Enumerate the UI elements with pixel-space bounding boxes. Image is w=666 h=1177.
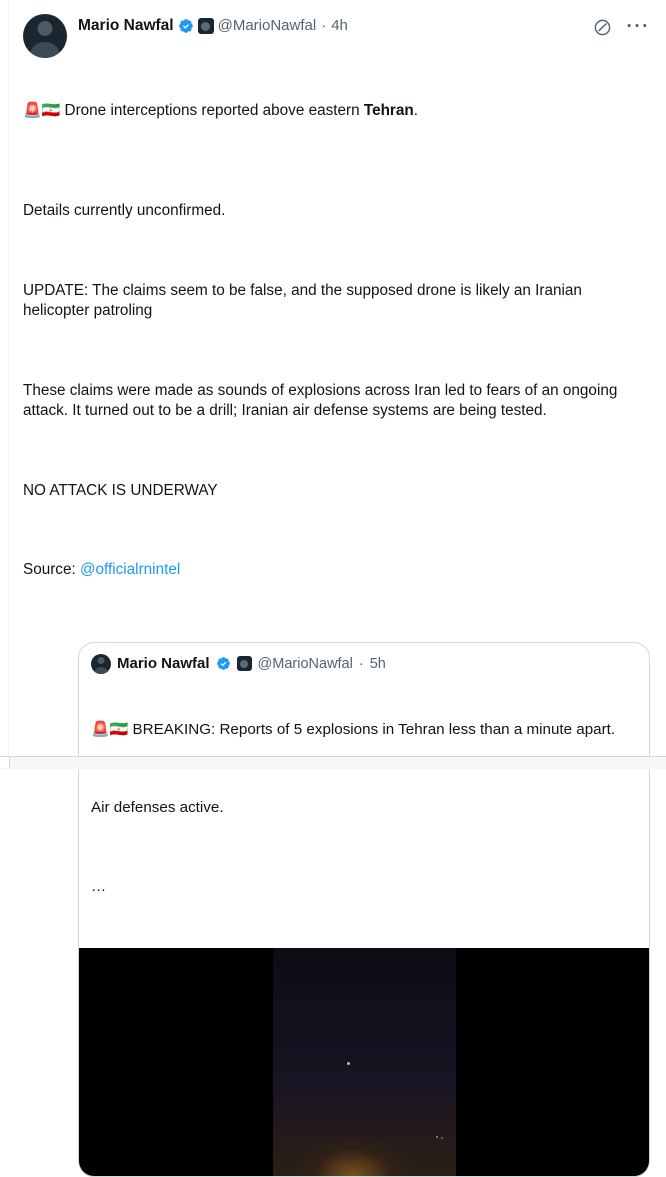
quoted-verified-badge-icon — [216, 656, 231, 671]
quoted-paragraph-2: Air defenses active. — [91, 798, 637, 819]
quoted-paragraph-1 — [91, 720, 637, 741]
tweet-paragraph-3: UPDATE: The claims seem to be false, and the supposed drone is likely an Iranian helicopter patroling — [23, 281, 650, 322]
quoted-ellipsis: … — [91, 877, 637, 898]
tweet-header — [23, 14, 650, 58]
verified-badge-icon — [178, 18, 194, 34]
media-light-point — [347, 1062, 350, 1065]
author-handle[interactable]: @MarioNawfal — [218, 16, 317, 36]
bottom-status-strip — [0, 756, 666, 769]
source-mention-link[interactable]: @officialrnintel — [80, 561, 180, 578]
bottom-strip-corner — [0, 757, 10, 768]
more-options-icon[interactable]: ··· — [627, 21, 650, 33]
quoted-alert-iran-emoji: 🚨🇮🇷 — [91, 721, 133, 738]
tweet-paragraph-4: These claims were made as sounds of explosions across Iran led to fears of an ongoing attack. It turned out to be a drill; Iranian air defense systems are being tested. — [23, 381, 650, 422]
quoted-line1-text: BREAKING: Reports of 5 explosions in Tehran less than a minute apart. — [133, 721, 616, 738]
quoted-affiliate-badge-inner — [240, 660, 248, 668]
tweet-timestamp[interactable]: 4h — [331, 16, 348, 36]
tweet-article[interactable] — [9, 0, 666, 1177]
tweet-line1-text: Drone interceptions reported above eastern — [65, 102, 364, 119]
tweet-source-line — [23, 560, 650, 581]
affiliate-badge-icon[interactable] — [198, 18, 214, 34]
quoted-avatar-body-shape — [94, 667, 108, 674]
tweet-paragraph-5: NO ATTACK IS UNDERWAY — [23, 481, 650, 502]
avatar[interactable] — [23, 14, 67, 58]
media-light-glow — [293, 1134, 413, 1176]
left-gutter — [0, 0, 9, 769]
quoted-tweet-timestamp[interactable]: 5h — [370, 656, 386, 672]
quoted-author-display-name[interactable]: Mario Nawfal — [117, 655, 210, 672]
author-separator: · — [320, 16, 327, 36]
media-light-point — [436, 1136, 438, 1138]
author-display-name[interactable]: Mario Nawfal — [78, 16, 174, 36]
grok-analyze-icon[interactable] — [593, 17, 613, 37]
media-light-point — [441, 1137, 443, 1139]
alert-iran-emoji: 🚨🇮🇷 — [23, 102, 65, 119]
tweet-text — [23, 60, 650, 622]
tweet-line1-bold: Tehran — [364, 102, 414, 119]
tweet-paragraph-1 — [23, 101, 650, 122]
quoted-tweet-media[interactable] — [79, 948, 649, 1176]
tweet-author-block — [78, 14, 650, 37]
quoted-tweet-body — [79, 643, 649, 949]
avatar-body-shape — [30, 42, 60, 58]
quoted-author-handle[interactable]: @MarioNawfal — [258, 656, 353, 672]
author-name-row — [78, 15, 650, 37]
quoted-author-row — [91, 654, 637, 674]
quoted-tweet-text — [91, 679, 637, 939]
source-label: Source: — [23, 561, 80, 578]
tweet-paragraph-2: Details currently unconfirmed. — [23, 201, 650, 222]
quoted-avatar-head-shape — [98, 657, 105, 664]
tweet-line1-tail: . — [414, 102, 418, 119]
quoted-author-separator: · — [359, 656, 364, 672]
avatar-head-shape — [38, 21, 53, 36]
quoted-avatar[interactable] — [91, 654, 111, 674]
quoted-tweet[interactable] — [78, 642, 650, 1177]
tweet-header-actions — [593, 15, 650, 37]
quoted-affiliate-badge-icon[interactable] — [237, 656, 252, 671]
affiliate-badge-inner — [201, 22, 210, 31]
